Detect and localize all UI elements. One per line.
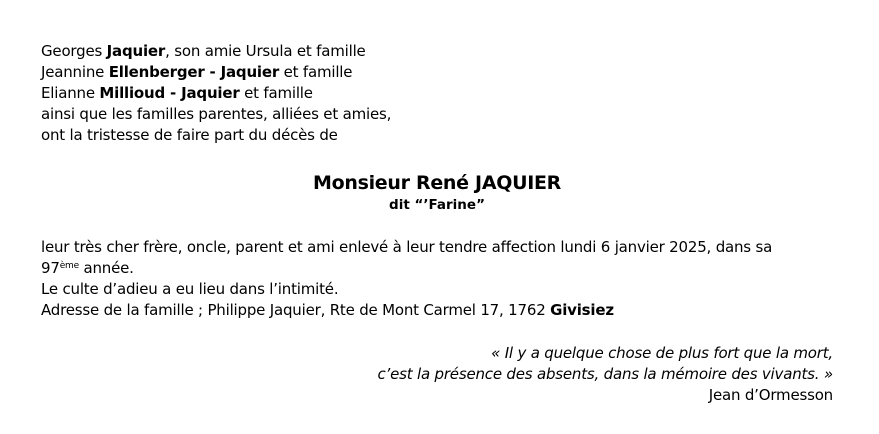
age-number: 97 [41,259,60,277]
surname: Jaquier [106,42,166,60]
announcement-line: ont la tristesse de faire part du décès de [41,126,338,144]
age-suffix: ème [59,261,79,271]
relation-text: et famille [279,63,353,81]
extended-family-line: ainsi que les familles parentes, alliées et amies, [41,105,392,123]
quote-line-2: c’est la présence des absents, dans la mémoire des vivants. » [377,365,833,383]
relation-text: et famille [239,84,313,102]
details-block [41,237,841,321]
age-line [41,258,841,279]
first-name: Georges [41,42,107,60]
surname: Millioud - Jaquier [99,84,240,102]
age-text: année. [78,259,134,277]
family-line-georges [41,41,391,62]
family-address-line [41,300,841,321]
quote-line-1: « Il y a quelque chose de plus fort que la mort, [491,344,833,362]
first-name: Jeannine [41,63,109,81]
address-text: Adresse de la famille ; Philippe Jaquier, Rte de Mont Carmel 17, 1762 [41,301,551,319]
deceased-name: Monsieur René JAQUIER [313,172,561,194]
deceased-nickname: dit “’Farine” [389,197,485,213]
family-line-jeannine [41,62,391,83]
surname: Ellenberger - Jaquier [108,63,280,81]
first-name: Elianne [41,84,100,102]
quote-author: Jean d’Ormesson [708,386,833,404]
deceased-block [0,170,874,214]
family-line-elianne [41,83,391,104]
ceremony-line: Le culte d’adieu a eu lieu dans l’intimité. [41,280,339,298]
death-announcement-text: leur très cher frère, oncle, parent et ami enlevé à leur tendre affection lundi 6 janvier 2025, dans sa [41,238,773,256]
family-list [41,41,391,146]
relation-text: , son amie Ursula et famille [165,42,366,60]
address-town: Givisiez [550,301,614,319]
quote-block [377,343,833,406]
